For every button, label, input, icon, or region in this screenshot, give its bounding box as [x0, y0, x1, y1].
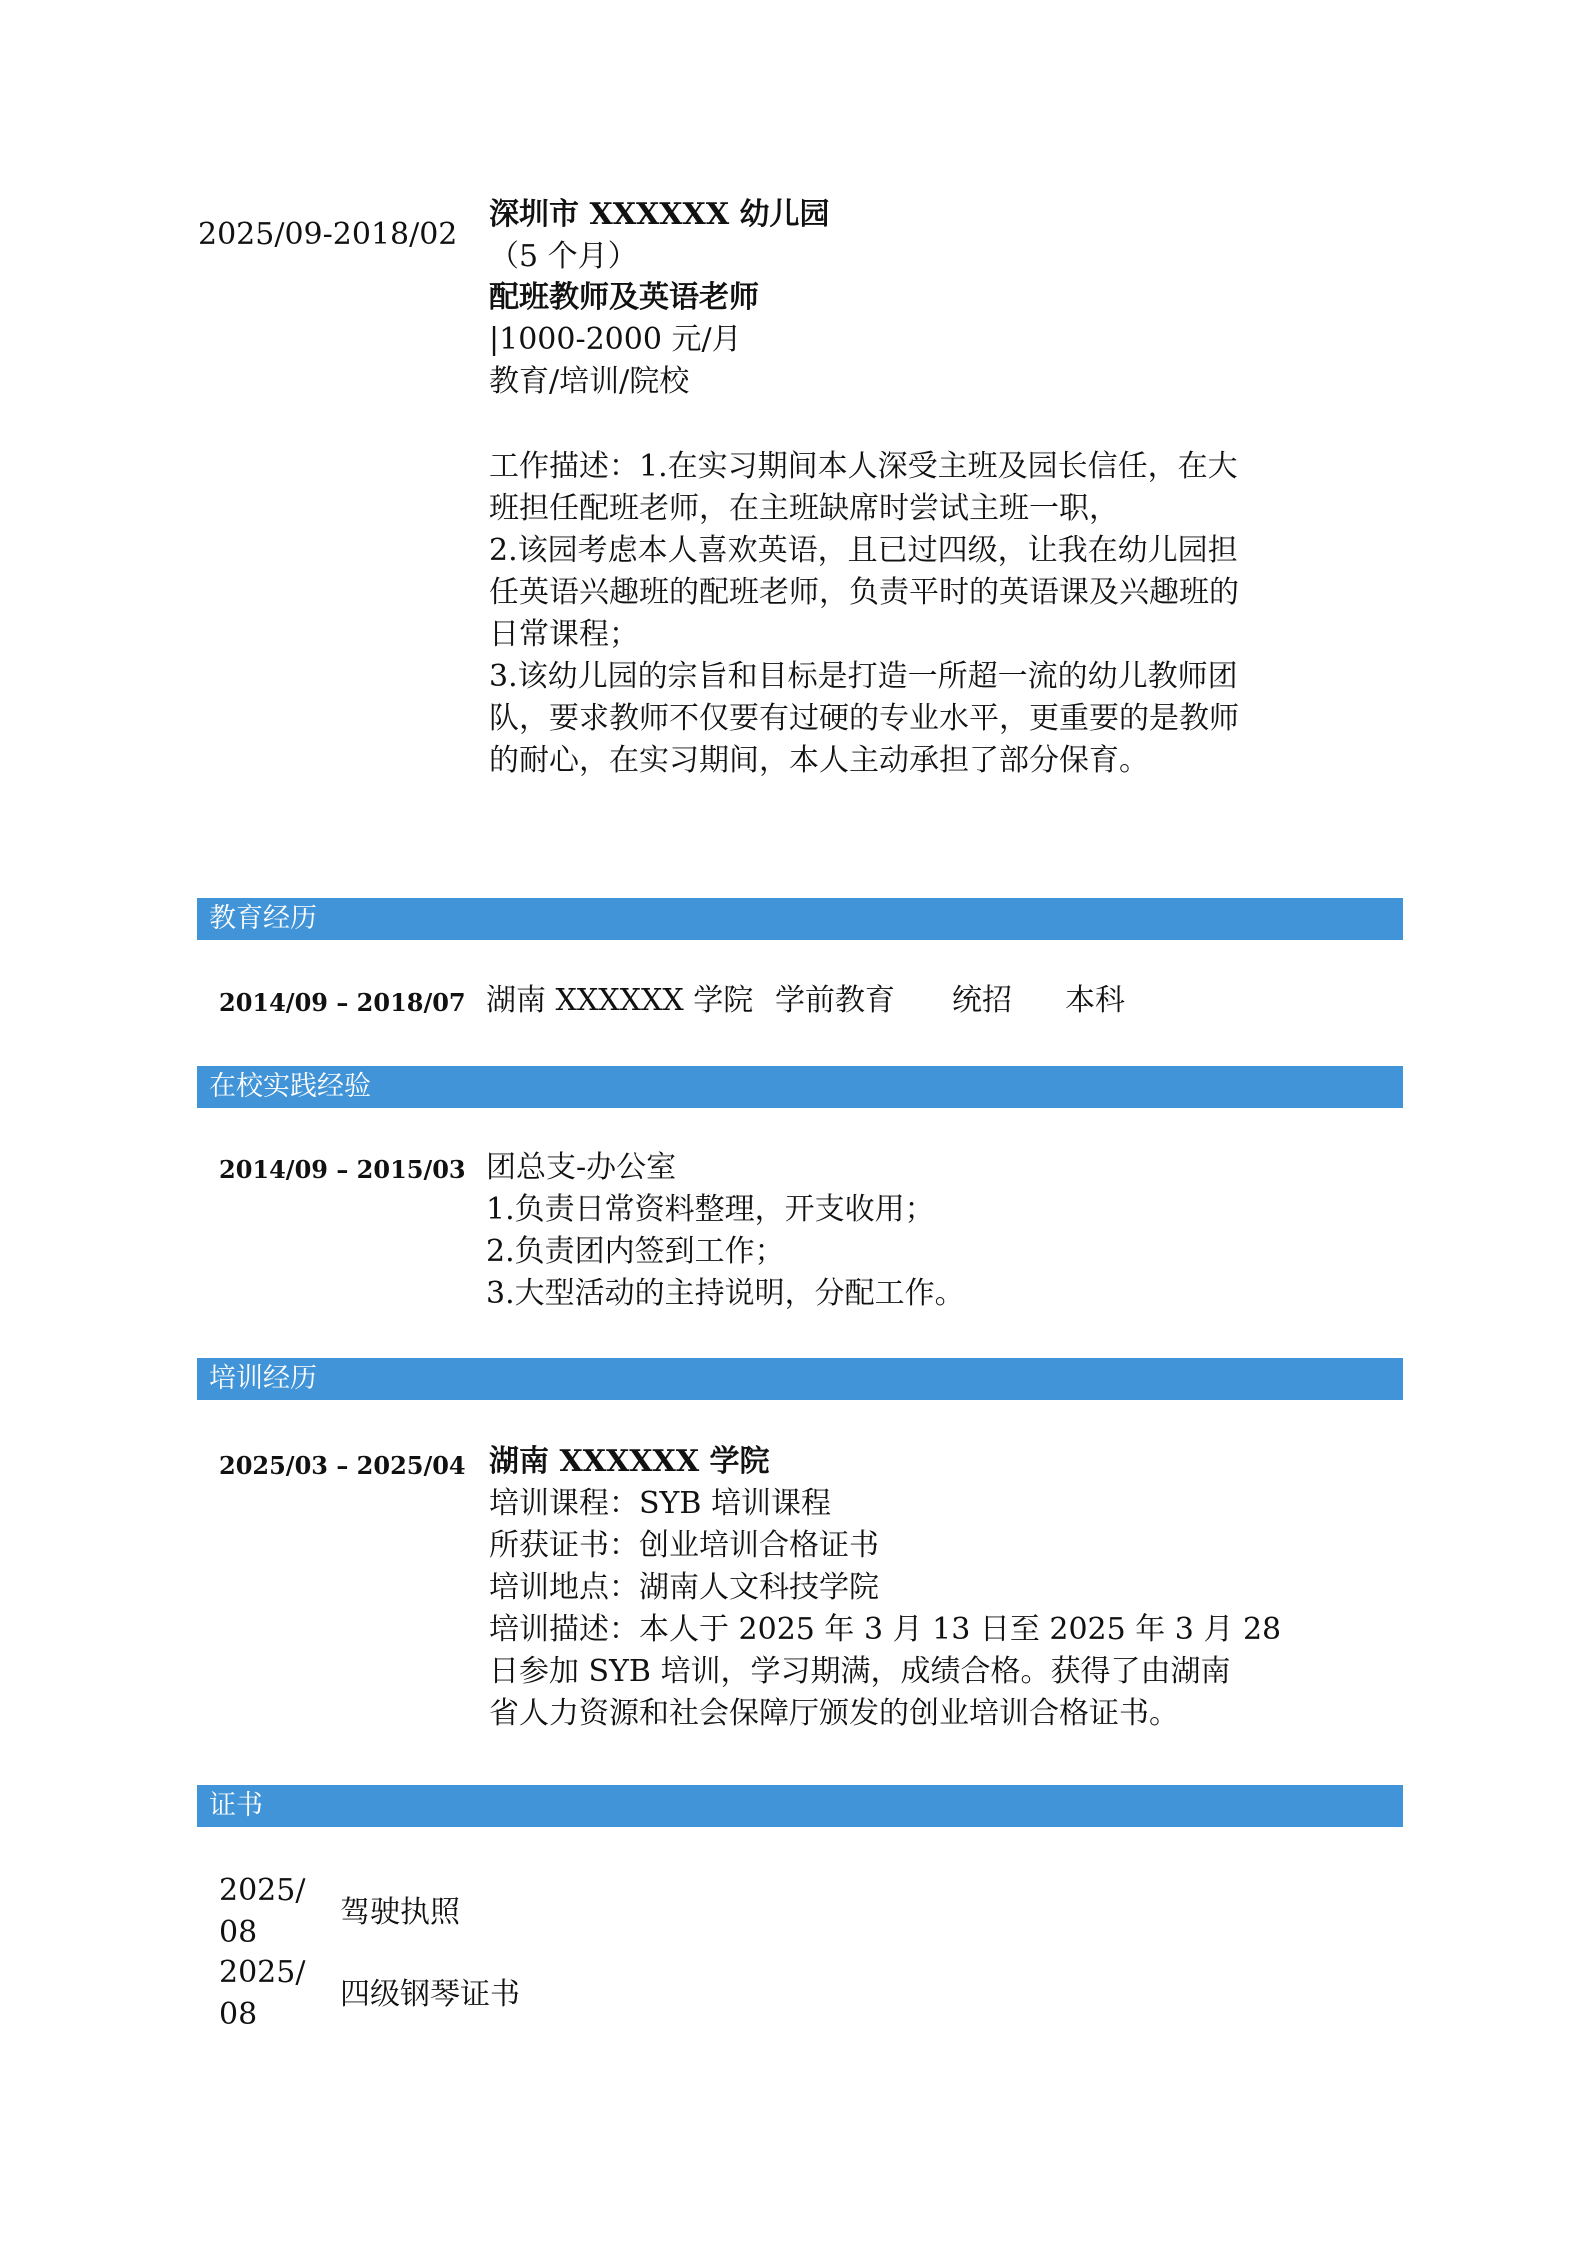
practice-org: 团总支-办公室 [486, 1150, 677, 1185]
work-position: 配班教师及英语老师 [489, 280, 759, 315]
certificates-section-header: 证书 [197, 1785, 1403, 1827]
education-date: 2014/09 – 2018/07 [219, 988, 466, 1017]
work-description [489, 446, 1309, 782]
training-line: 培训描述：本人于 2025 年 3 月 13 日至 2025 年 3 月 28 [489, 1612, 1282, 1647]
practice-content [486, 1147, 965, 1315]
certificate-name: 驾驶执照 [340, 1895, 460, 1930]
work-description-line: 队，要求教师不仅要有过硬的专业水平，更重要的是教师 [489, 701, 1239, 736]
certificate-name: 四级钢琴证书 [340, 1977, 520, 2012]
practice-item: 3.大型活动的主持说明，分配工作。 [486, 1276, 965, 1311]
practice-item: 1.负责日常资料整理，开支收用； [486, 1192, 935, 1227]
training-line: 省人力资源和社会保障厅颁发的创业培训合格证书。 [489, 1696, 1179, 1731]
work-description-line: 2.该园考虑本人喜欢英语，且已过四级，让我在幼儿园担 [489, 533, 1238, 568]
training-line: 培训地点：湖南人文科技学院 [489, 1570, 879, 1605]
training-content [489, 1441, 1281, 1735]
certificate-date-month: 08 [219, 1997, 258, 2032]
work-salary: |1000-2000 元/月 [489, 322, 742, 357]
practice-item: 2.负责团内签到工作； [486, 1234, 785, 1269]
education-section-header: 教育经历 [197, 898, 1403, 940]
work-industry: 教育/培训/院校 [489, 364, 690, 399]
certificate-item [219, 1870, 305, 1954]
training-school: 湖南 XXXXXX 学院 [489, 1444, 770, 1479]
training-section-header: 培训经历 [197, 1358, 1403, 1400]
education-type: 统招 [952, 983, 1012, 1018]
certificate-date-year: 2025/ [219, 1955, 306, 1990]
education-major: 学前教育 [775, 983, 895, 1018]
certificate-item [219, 1952, 305, 2036]
work-description-line: 日常课程； [489, 617, 639, 652]
work-description-line: 班担任配班老师，在主班缺席时尝试主班一职， [489, 491, 1119, 526]
training-line: 培训课程：SYB 培训课程 [489, 1486, 831, 1521]
work-description-line: 任英语兴趣班的配班老师，负责平时的英语课及兴趣班的 [489, 575, 1239, 610]
certificate-date-year: 2025/ [219, 1873, 306, 1908]
work-description-line: 的耐心，在实习期间，本人主动承担了部分保育。 [489, 743, 1149, 778]
work-description-line: 3.该幼儿园的宗旨和目标是打造一所超一流的幼儿教师团 [489, 659, 1238, 694]
training-line: 所获证书：创业培训合格证书 [489, 1528, 879, 1563]
education-school: 湖南 XXXXXX 学院 [486, 983, 754, 1018]
training-date: 2025/03 – 2025/04 [219, 1451, 466, 1480]
work-duration: （5 个月） [489, 239, 638, 274]
work-description-line: 工作描述：1.在实习期间本人深受主班及园长信任，在大 [489, 449, 1238, 484]
work-date: 2025/09-2018/02 [198, 217, 458, 252]
education-degree: 本科 [1065, 983, 1125, 1018]
work-company: 深圳市 XXXXXX 幼儿园 [489, 197, 830, 232]
training-line: 日参加 SYB 培训，学习期满，成绩合格。获得了由湖南 [489, 1654, 1231, 1689]
practice-date: 2014/09 – 2015/03 [219, 1155, 466, 1184]
practice-section-header: 在校实践经验 [197, 1066, 1403, 1108]
certificate-date-month: 08 [219, 1915, 258, 1950]
